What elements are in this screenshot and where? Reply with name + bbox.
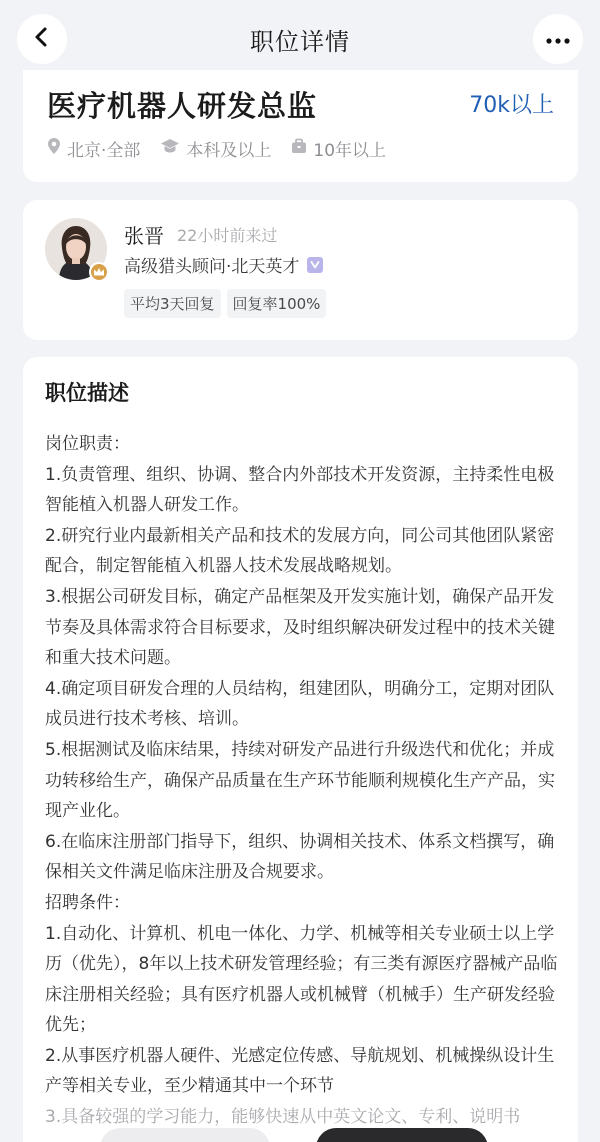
duty-item: 4.确定项目研发合理的人员结构，组建团队，明确分工，定期对团队成员进行技术考核、培训。 (45, 678, 555, 730)
job-description-card (23, 357, 578, 1142)
requirements-heading: 招聘条件： (45, 892, 130, 913)
description-heading: 职位描述 (45, 381, 129, 405)
duty-item: 5.根据测试及临床结果，持续对研发产品进行升级迭代和优化；并成功转移给生产，确保产品质量在生产环节能顺利规模化生产产品，实现产业化。 (45, 739, 555, 822)
experience-item (291, 136, 386, 161)
recruiter-active-time: 22小时前来过 (177, 226, 278, 245)
recruiter-title-row (124, 252, 323, 277)
requirement-item: 2.从事医疗机器人硬件、光感定位传感、导航规划、机械操纵设计生产等相关专业，至少精通其中一个环节 (45, 1045, 555, 1097)
description-body (45, 429, 560, 1133)
job-meta (47, 136, 406, 161)
recruiter-name: 张晋 (124, 224, 164, 248)
location-text: 北京·全部 (67, 141, 141, 161)
requirement-item: 1.自动化、计算机、机电一体化、力学、机械等相关专业硕士以上学历（优先），8年以上技术研发管理经验；有三类有源医疗器械产品临床注册相关经验；具有医疗机器人或机械臂（机械手）生产研发经验优先； (45, 923, 558, 1036)
recruiter-title: 高级猎头顾问·北天英才 (124, 257, 300, 277)
top-bar (0, 0, 600, 78)
briefcase-icon (291, 138, 313, 159)
experience-text: 10年以上 (313, 141, 387, 161)
duty-item: 3.根据公司研发目标，确定产品框架及开发实施计划，确保产品开发节奏及具体需求符合目标要求，及时组织解决研发过程中的技术关键和重大技术问题。 (45, 586, 555, 669)
job-title: 医疗机器人研发总监 (47, 89, 318, 123)
salary: 70k以上 (469, 93, 554, 118)
reply-speed-tag: 平均3天回复 (124, 289, 221, 318)
secondary-action-button[interactable] (100, 1128, 270, 1142)
duty-item: 6.在临床注册部门指导下，组织、协调相关技术、体系文档撰写，确保相关文件满足临床注册及合规要求。 (45, 831, 555, 883)
location-item (47, 136, 140, 161)
duty-item: 2.研究行业内最新相关产品和技术的发展方向，同公司其他团队紧密配合，制定智能植入机器人技术发展战略规划。 (45, 525, 555, 577)
verified-icon (307, 257, 323, 273)
education-text: 本科及以上 (186, 141, 272, 161)
more-button[interactable] (533, 14, 583, 64)
page-title: 职位详情 (250, 28, 350, 56)
graduation-cap-icon (160, 138, 186, 159)
duties-heading: 岗位职责： (45, 434, 130, 454)
recruiter-card[interactable] (23, 200, 578, 340)
reply-rate-tag: 回复率100% (227, 289, 327, 318)
vip-crown-icon (89, 262, 109, 282)
primary-action-button[interactable] (316, 1128, 488, 1142)
education-item (160, 136, 271, 161)
requirement-item: 3.具备较强的学习能力，能够快速从中英文论文、专利、说明书 (45, 1107, 521, 1128)
location-pin-icon (47, 137, 67, 160)
job-summary-card (23, 70, 578, 182)
duty-item: 1.负责管理、组织、协调、整合内外部技术开发资源，主持柔性电极智能植入机器人研发工作。 (45, 464, 555, 516)
ellipsis-icon (546, 30, 570, 49)
recruiter-tags (124, 289, 332, 318)
